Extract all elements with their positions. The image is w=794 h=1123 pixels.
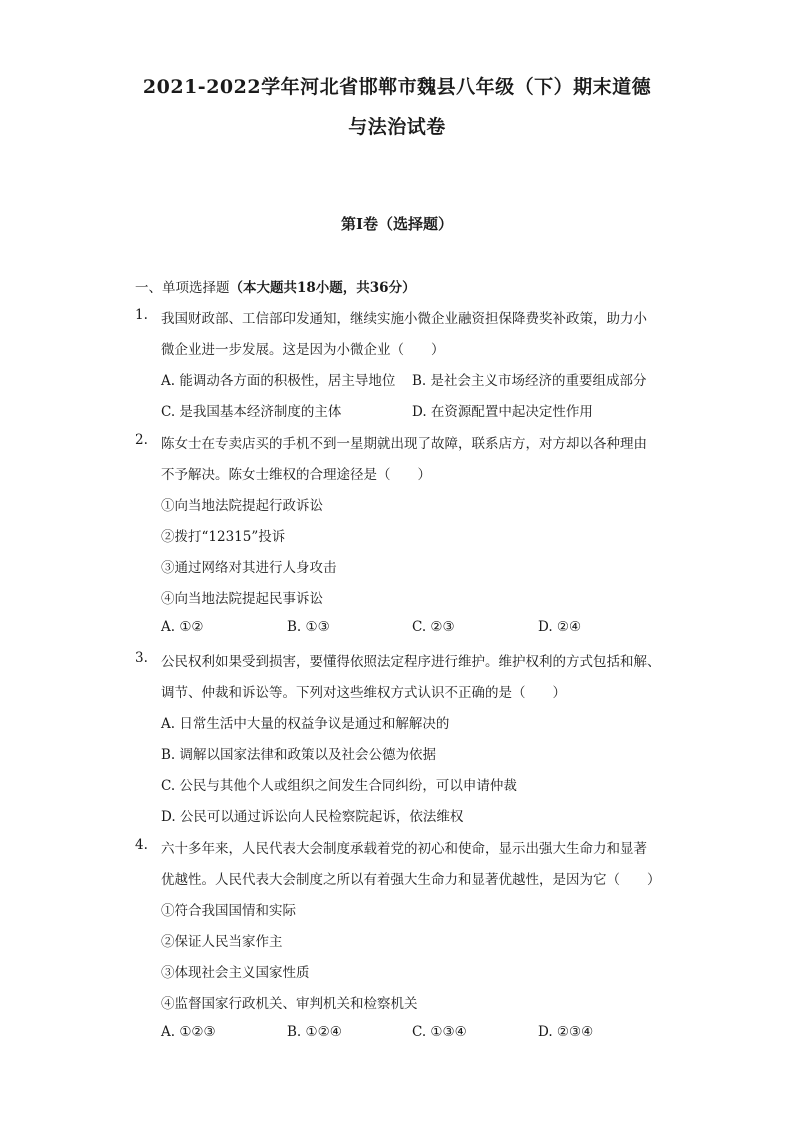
- statement-item: ④监督国家行政机关、审判机关和检察机关: [161, 996, 418, 1012]
- question-stem-line: 优越性。人民代表大会制度之所以有着强大生命力和显著优越性，是因为它（ ）: [161, 872, 661, 888]
- question-stem-line: 陈女士在专卖店买的手机不到一星期就出现了故障，联系店方，对方却以各种理由: [161, 436, 647, 452]
- option-d[interactable]: D. ②④: [538, 619, 582, 635]
- section-name: 一、单项选择题: [135, 280, 230, 296]
- section-heading: [135, 276, 416, 296]
- question-number: 4.: [135, 837, 148, 853]
- option-c[interactable]: C. ②③: [412, 619, 455, 635]
- option-c[interactable]: C. 公民与其他个人或组织之间发生合同纠纷，可以申请仲裁: [161, 778, 517, 794]
- option-a[interactable]: A. ①②: [161, 619, 204, 635]
- question-stem-line: 公民权利如果受到损害，要懂得依照法定程序进行维护。维护权利的方式包括和解、: [161, 654, 661, 670]
- option-b[interactable]: B. ①②④: [287, 1024, 342, 1040]
- question-number: 2.: [135, 432, 148, 448]
- option-c[interactable]: C. ①③④: [412, 1024, 467, 1040]
- statement-item: ②保证人民当家作主: [161, 934, 283, 950]
- option-c[interactable]: C. 是我国基本经济制度的主体: [161, 404, 342, 420]
- question-stem-line: 微企业进一步发展。这是因为小微企业（ ）: [161, 342, 445, 358]
- option-a[interactable]: A. 能调动各方面的积极性，居主导地位: [161, 373, 396, 389]
- question-stem-line: 我国财政部、工信部印发通知，继续实施小微企业融资担保降费奖补政策，助力小: [161, 311, 647, 327]
- question-stem-line: 不予解决。陈女士维权的合理途径是（ ）: [161, 467, 431, 483]
- question-stem-line: 六十多年来，人民代表大会制度承载着党的初心和使命，显示出强大生命力和显著: [161, 841, 647, 857]
- question-stem-line: 调节、仲裁和诉讼等。下列对这些维权方式认识不正确的是（ ）: [161, 685, 566, 701]
- question-number: 3.: [135, 650, 148, 666]
- section-note: （本大题共18小题，共36分）: [229, 280, 416, 296]
- question-number: 1.: [135, 307, 148, 323]
- exam-title-line1: 2021-2022学年河北省邯郸市魏县八年级（下）期末道德: [142, 76, 652, 98]
- option-a[interactable]: A. ①②③: [161, 1024, 216, 1040]
- option-b[interactable]: B. 是社会主义市场经济的重要组成部分: [412, 373, 647, 389]
- statement-item: ①向当地法院提起行政诉讼: [161, 498, 323, 514]
- option-b[interactable]: B. ①③: [287, 619, 330, 635]
- option-d[interactable]: D. 公民可以通过诉讼向人民检察院起诉，依法维权: [161, 809, 464, 825]
- statement-item: ①符合我国国情和实际: [161, 903, 296, 919]
- statement-item: ③通过网络对其进行人身攻击: [161, 560, 337, 576]
- statement-item: ③体现社会主义国家性质: [161, 965, 310, 981]
- option-d[interactable]: D. 在资源配置中起决定性作用: [412, 404, 593, 420]
- option-a[interactable]: A. 日常生活中大量的权益争议是通过和解解决的: [161, 716, 450, 732]
- part-title: 第I卷（选择题）: [340, 215, 454, 233]
- statement-item: ④向当地法院提起民事诉讼: [161, 591, 323, 607]
- exam-title-line2: 与法治试卷: [348, 116, 446, 138]
- option-d[interactable]: D. ②③④: [538, 1024, 594, 1040]
- option-b[interactable]: B. 调解以国家法律和政策以及社会公德为依据: [161, 747, 437, 763]
- statement-item: ②拨打“12315”投诉: [161, 529, 286, 545]
